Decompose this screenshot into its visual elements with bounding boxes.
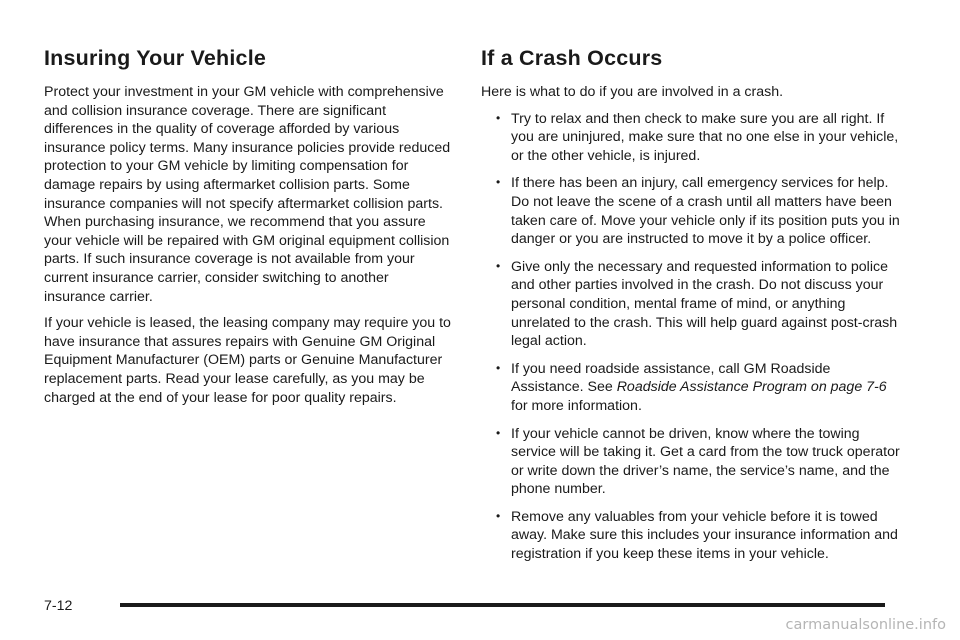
- list-item-text-after: for more information.: [511, 397, 642, 414]
- bullet-icon: •: [496, 508, 501, 523]
- footer-rule: [120, 603, 885, 607]
- page-number: 7-12: [44, 598, 73, 614]
- list-item: [481, 425, 901, 499]
- list-item-text: Try to relax and then check to make sure you are all right. If you are uninjured, make sure that no one else in your vehicle, or the other vehicle, is injured.: [511, 110, 899, 164]
- bullet-icon: •: [496, 360, 501, 375]
- section-title-crash: If a Crash Occurs: [481, 46, 663, 70]
- bullet-icon: •: [496, 258, 501, 273]
- list-item-text-before: If you need roadside assistance, call GM Roadside Assistance. See: [511, 360, 831, 396]
- list-item: [481, 110, 901, 166]
- list-item-text: Give only the necessary and requested information to police and other parties involved in the crash. Do not discuss your personal condition, mental frame of mind, or anything unrelated to the crash. This will help guard against post-crash legal action.: [511, 258, 898, 350]
- list-item: [481, 508, 901, 564]
- section-title-insuring: Insuring Your Vehicle: [44, 46, 267, 70]
- list-item: [481, 360, 901, 416]
- list-item: [481, 258, 901, 351]
- paragraph-leased-vehicle: If your vehicle is leased, the leasing company may require you to have insurance that assures repairs with Genuine GM Original Equipment Manufacturer (OEM) parts or Genuine Manufacturer replacement parts. Read your lease carefully, as you may be charged at the end of your lease for poor quality repairs.: [44, 315, 451, 406]
- left-column: [44, 44, 454, 415]
- watermark: carmanualsonline.info: [785, 617, 946, 633]
- list-item: [481, 174, 901, 248]
- crash-steps-list: [481, 110, 901, 564]
- bullet-icon: •: [496, 110, 501, 125]
- right-column: [481, 44, 901, 573]
- list-item-text: Remove any valuables from your vehicle before it is towed away. Make sure this includes your insurance information and registration if you keep these items in your vehicle.: [511, 508, 898, 563]
- bullet-icon: •: [496, 425, 501, 440]
- roadside-assistance-link[interactable]: Roadside Assistance Program on page 7-6: [616, 379, 887, 396]
- list-item-text: If your vehicle cannot be driven, know where the towing service will be taking it. Get a card from the tow truck operator or write down the driver’s name, the service’s name, and the phone number.: [511, 425, 900, 498]
- paragraph-insurance-coverage: Protect your investment in your GM vehicle with comprehensive and collision insurance coverage. There are significant differences in the quality of coverage afforded by various insurance policy terms. Many insurance policies provide reduced protection to your GM vehicle by limiting compensation for damage repairs by using aftermarket collision parts. Some insurance companies will not specify aftermarket collision parts. When purchasing insurance, we recommend that you assure your vehicle will be repaired with GM original equipment collision parts. If such insurance coverage is not available from your current insurance carrier, consider switching to another insurance carrier.: [44, 84, 451, 305]
- crash-intro: Here is what to do if you are involved in a crash.: [481, 84, 784, 100]
- list-item-text: If there has been an injury, call emergency services for help. Do not leave the scene of a crash until all matters have been taken care of. Move your vehicle only if its position puts you in danger or you are instructed to move it by a police officer.: [511, 175, 900, 248]
- bullet-icon: •: [496, 175, 501, 190]
